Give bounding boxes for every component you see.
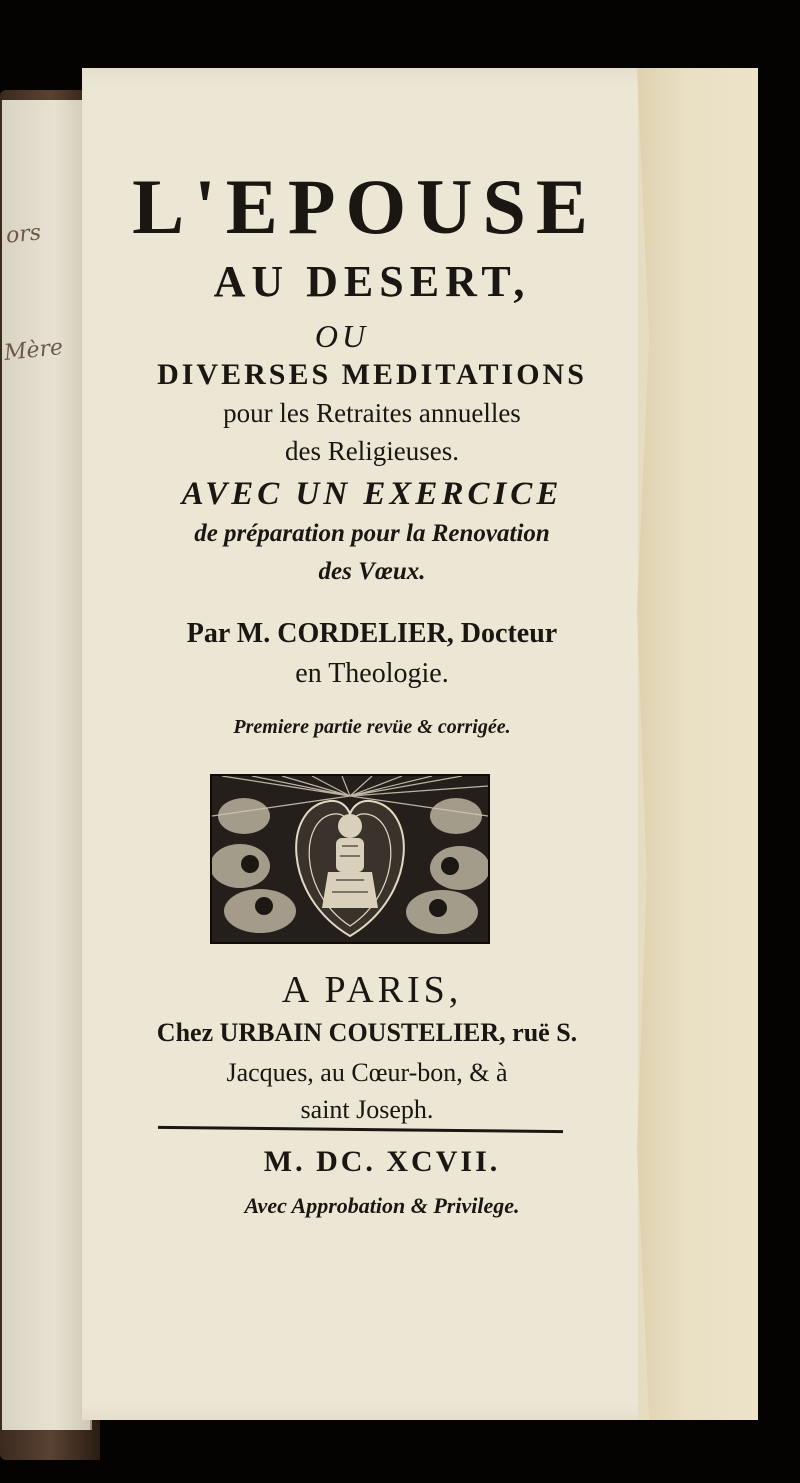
author-line: Par M. CORDELIER, Docteur — [186, 618, 558, 649]
facing-flyleaf — [2, 100, 92, 1430]
conjunction-ou: OU — [314, 318, 370, 354]
woodcut-vignette — [210, 774, 490, 944]
imprint-date: M. DC. XCVII. — [263, 1145, 501, 1178]
privilege-note: Avec Approbation & Privilege. — [244, 1193, 520, 1218]
publisher-line3: saint Joseph. — [300, 1095, 434, 1124]
main-title: L'EPOUSE — [132, 163, 598, 250]
exercice-line1: de préparation pour la Renovation — [194, 520, 550, 547]
publisher-line1: Chez URBAIN COUSTELIER, ruë S. — [156, 1018, 578, 1047]
woodcut-image — [212, 776, 488, 942]
exercice-heading: AVEC UN EXERCICE — [181, 476, 563, 512]
subtitle-retraites: pour les Retraites annuelles — [223, 398, 521, 428]
subtitle-religieuses: des Religieuses. — [285, 436, 459, 466]
subtitle-line: AU DESERT, — [213, 257, 531, 306]
edition-note: Premiere partie revüe & corrigée. — [233, 716, 511, 738]
page-water-stain — [637, 68, 758, 1420]
handwritten-note-1: ors — [4, 220, 43, 249]
subtitle-meditations: DIVERSES MEDITATIONS — [157, 358, 587, 391]
imprint-place: A PARIS, — [281, 969, 463, 1011]
exercice-line2: des Vœux. — [318, 558, 426, 585]
publisher-line2: Jacques, au Cœur-bon, & à — [226, 1058, 508, 1087]
author-degree: en Theologie. — [295, 658, 449, 689]
handwritten-note-2: Mère — [2, 334, 65, 367]
